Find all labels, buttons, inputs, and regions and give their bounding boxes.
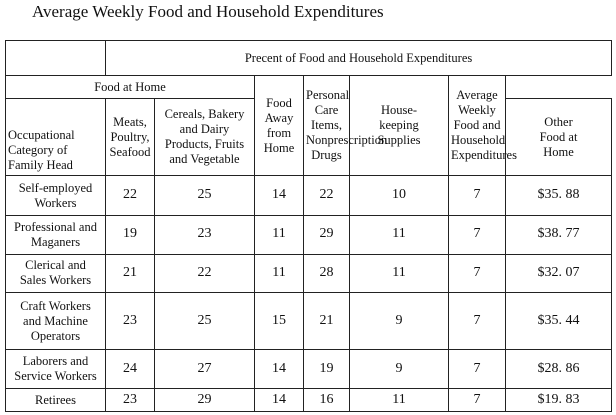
row-category: Craft Workers and Machine Operators xyxy=(6,293,106,350)
table-cell: 11 xyxy=(350,389,449,412)
column-header: House- keeping Supplies xyxy=(350,76,449,176)
table-cell: 23 xyxy=(106,293,155,350)
row-category: Professional and Maganers xyxy=(6,216,106,255)
table-cell: $19. 83 xyxy=(506,389,612,412)
page-title: Average Weekly Food and Household Expenditures xyxy=(32,2,384,21)
table-cell: $35. 88 xyxy=(506,176,612,216)
column-header: Food Away from Home xyxy=(255,76,304,176)
row-category: Self-employed Workers xyxy=(6,176,106,216)
table-cell: 29 xyxy=(304,216,350,255)
table-cell: 14 xyxy=(255,389,304,412)
table-cell: 22 xyxy=(155,254,255,293)
table-cell: 23 xyxy=(155,216,255,255)
row-category: Clerical and Sales Workers xyxy=(6,254,106,293)
table-cell: 23 xyxy=(106,389,155,412)
table-cell: 22 xyxy=(106,176,155,216)
table-row xyxy=(6,254,612,293)
column-header: Occupational Category of Family Head xyxy=(6,99,106,176)
table-cell: 29 xyxy=(155,389,255,412)
table-cell: 16 xyxy=(304,389,350,412)
table-cell: 14 xyxy=(255,350,304,389)
column-header: Average Weekly Food and Household Expenditures xyxy=(449,76,506,176)
table-cell: 27 xyxy=(155,350,255,389)
table-cell: 9 xyxy=(350,350,449,389)
table-row xyxy=(6,389,612,412)
table-cell: 24 xyxy=(106,350,155,389)
table-cell: 21 xyxy=(304,293,350,350)
table-cell: 19 xyxy=(106,216,155,255)
table-cell: 19 xyxy=(304,350,350,389)
table-cell: 11 xyxy=(350,216,449,255)
table-row xyxy=(6,350,612,389)
table-cell: 11 xyxy=(350,254,449,293)
row-category: Retirees xyxy=(6,389,106,412)
table-cell: 7 xyxy=(449,216,506,255)
table-cell: 7 xyxy=(449,293,506,350)
row-category: Laborers and Service Workers xyxy=(6,350,106,389)
table-cell: 11 xyxy=(255,216,304,255)
table-cell: 10 xyxy=(350,176,449,216)
table-cell: 22 xyxy=(304,176,350,216)
table-row xyxy=(6,176,612,216)
table-cell: $32. 07 xyxy=(506,254,612,293)
column-header: Personal Care Items, Nonprescription Drugs xyxy=(304,76,350,176)
corner-cell xyxy=(6,41,106,76)
table-cell: 11 xyxy=(255,254,304,293)
table-cell: 25 xyxy=(155,176,255,216)
table-cell: 7 xyxy=(449,176,506,216)
span-header: Precent of Food and Household Expenditures xyxy=(106,41,612,76)
table-cell: 14 xyxy=(255,176,304,216)
column-header: Other Food at Home xyxy=(506,99,612,176)
table-cell: 25 xyxy=(155,293,255,350)
table-cell: 15 xyxy=(255,293,304,350)
column-header: Meats, Poultry, Seafood xyxy=(106,99,155,176)
table-cell: $35. 44 xyxy=(506,293,612,350)
table-row xyxy=(6,216,612,255)
table-row xyxy=(6,293,612,350)
table-cell: 7 xyxy=(449,389,506,412)
expenditures-table xyxy=(5,40,612,412)
table-cell: $28. 86 xyxy=(506,350,612,389)
table-cell: 7 xyxy=(449,254,506,293)
table-cell: 9 xyxy=(350,293,449,350)
group-header: Food at Home xyxy=(6,76,255,99)
table-cell: $38. 77 xyxy=(506,216,612,255)
table-cell: 28 xyxy=(304,254,350,293)
column-header: Cereals, Bakery and Dairy Products, Fruits and Vegetable xyxy=(155,99,255,176)
table-cell: 7 xyxy=(449,350,506,389)
table-cell: 21 xyxy=(106,254,155,293)
